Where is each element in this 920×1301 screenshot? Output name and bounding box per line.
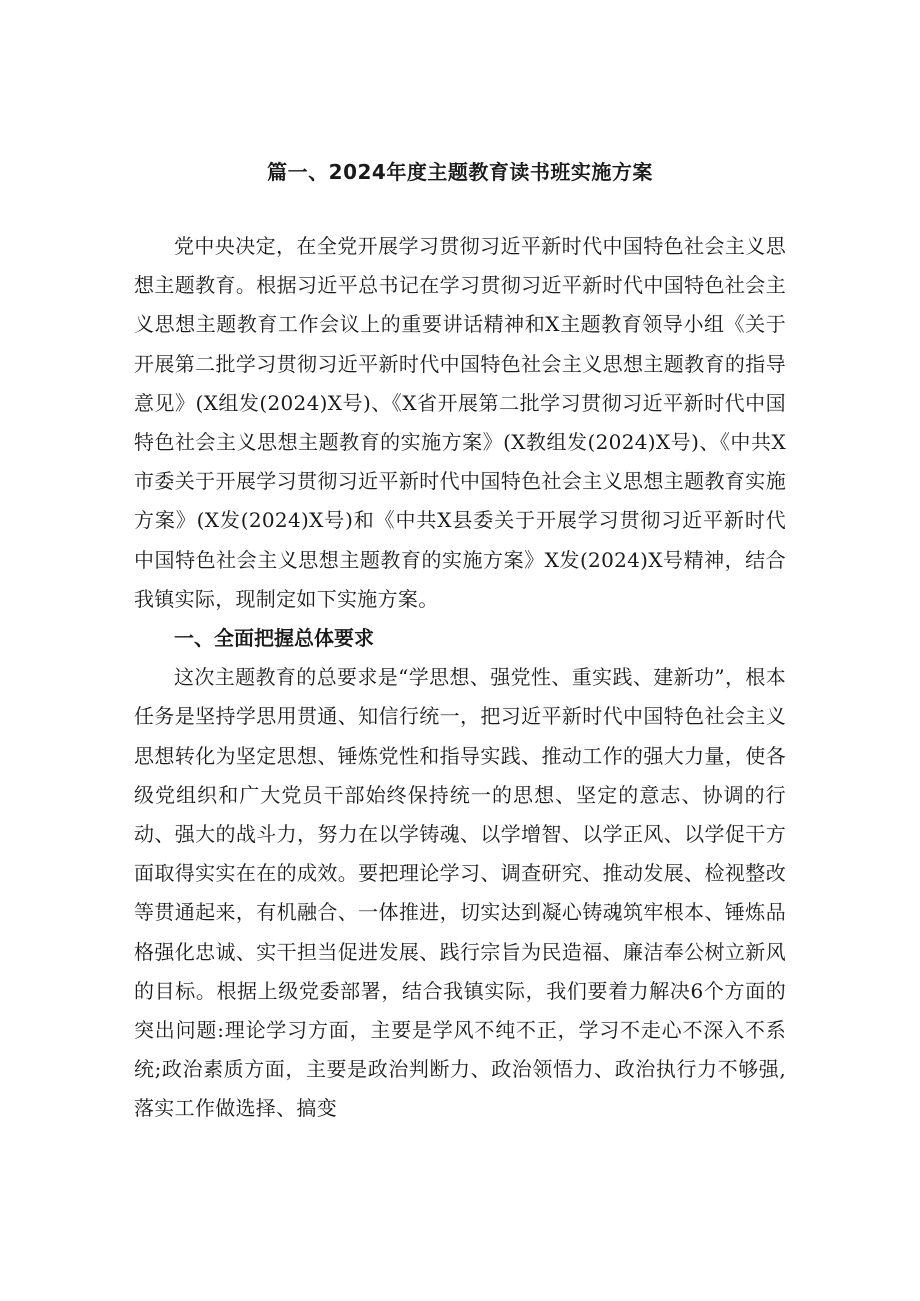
document-title: 篇一、2024年度主题教育读书班实施方案 xyxy=(267,160,653,184)
intro-paragraph: 党中央决定，在全党开展学习贯彻习近平新时代中国特色社会主义思想主题教育。根据习近平总书记在学习贯彻习近平新时代中国特色社会主义思想主题教育工作会议上的重要讲话精神和X主题教育领导小组《关于开展第二批学习贯彻习近平新时代中国特色社会主义思想主题教育的指导意见》(X组发(2024)X号)、《X省开展第二批学习贯彻习近平新时代中国特色社会主义思想主题教育的实施方案》(X教组发(2024)X号)、《中共X市委关于开展学习贯彻习近平新时代中国特色社会主义思想主题教育实施方案》(X发(2024)X号)和《中共X县委关于开展学习贯彻习近平新时代中国特色社会主义思想主题教育的实施方案》X发(2024)X号精神，结合我镇实际，现制定如下实施方案。 xyxy=(134,234,786,611)
requirements-paragraph: 这次主题教育的总要求是“学思想、强党性、重实践、建新功”，根本任务是坚持学思用贯通、知信行统一，把习近平新时代中国特色社会主义思想转化为坚定思想、锤炼党性和指导实践、推动工作的强大力量，使各级党组织和广大党员干部始终保持统一的思想、坚定的意志、协调的行动、强大的战斗力，努力在以学铸魂、以学增智、以学正风、以学促干方面取得实实在在的成效。要把理论学习、调查研究、推动发展、检视整改等贯通起来，有机融合、一体推进，切实达到凝心铸魂筑牢根本、锤炼品格强化忠诚、实干担当促进发展、践行宗旨为民造福、廉洁奉公树立新风的目标。根据上级党委部署，结合我镇实际，我们要着力解决6个方面的突出问题:理论学习方面，主要是学风不纯不正，学习不走心不深入不系统;政治素质方面，主要是政治判断力、政治领悟力、政治执行力不够强,落实工作做选择、搞变 xyxy=(134,665,786,1121)
document-body xyxy=(134,227,786,1129)
section-heading: 一、全面把握总体要求 xyxy=(174,626,374,651)
